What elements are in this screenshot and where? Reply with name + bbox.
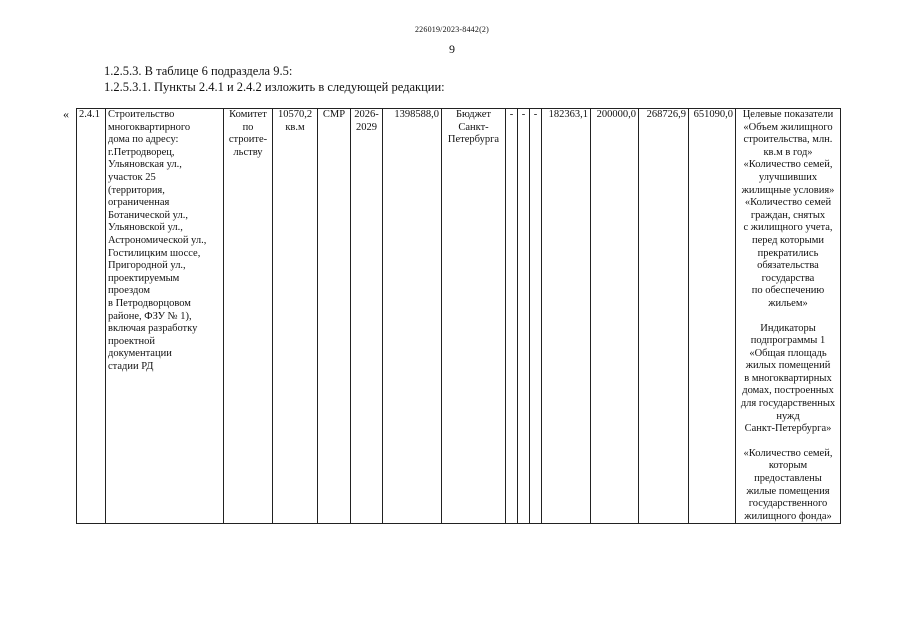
object-line: в Петродворцовом [108, 297, 191, 309]
executor-line: Комитет [229, 109, 267, 120]
indicator-line: «Общая площадь [749, 347, 827, 359]
cell-dash: - [530, 109, 542, 524]
indicator-line: граждан, снятых [750, 209, 826, 221]
indicator-line: для государственных [740, 398, 836, 410]
indicator-line: Целевые показатели [742, 109, 834, 120]
object-line: г.Петродворец, [108, 146, 175, 158]
object-line: Пригородной ул., [108, 260, 186, 272]
source-line: Санкт- [458, 121, 489, 133]
indicator-line: «Количество семей, [743, 447, 833, 459]
cell-dash: - [506, 109, 518, 524]
indicator-spacer [738, 311, 838, 323]
indicator-line: обязательства [757, 260, 819, 272]
cell-year-value: 268726,9 [639, 109, 689, 524]
indicator-line: по обеспечению [751, 285, 825, 297]
indicator-line: жилищного фонда» [744, 510, 832, 522]
object-line: (территория, [108, 184, 165, 196]
object-line: Астрономической ул., [108, 234, 207, 246]
page-number: 9 [449, 42, 455, 56]
indicator-line: строительства, млн. [743, 134, 833, 146]
cell-total-cost: 1398588,0 [383, 109, 442, 524]
indicator-line: жилищные условия» [741, 184, 835, 196]
indicator-line: жилые помещения [746, 485, 830, 497]
cell-executor [224, 109, 273, 524]
indicator-line: «Количество семей [744, 197, 832, 209]
executor-line: строите- [228, 134, 268, 146]
object-line: Гостилицким шоссе, [108, 247, 201, 259]
document-number: 226019/2023-8442(2) [414, 25, 489, 34]
object-line: Ботанической ул., [108, 209, 188, 221]
object-line: ограниченная [108, 197, 170, 209]
indicator-line: улучшивших [758, 171, 818, 183]
object-line: проездом [108, 285, 151, 297]
program-table [76, 108, 841, 524]
cell-work-type: СМР [318, 109, 351, 524]
indicator-line: кв.м в год» [763, 146, 813, 158]
source-line: Бюджет [455, 109, 492, 120]
object-line: проектируемым [108, 272, 180, 284]
source-line: Петербурга [447, 134, 500, 146]
cell-year-value: 182363,1 [542, 109, 591, 524]
opening-quote-mark: « [63, 107, 69, 121]
indicator-line: государственного [748, 498, 828, 510]
object-line: районе, ФЗУ № 1), [108, 310, 192, 322]
cell-year-value: 200000,0 [591, 109, 639, 524]
indicator-line: домах, построенных [742, 385, 834, 397]
period-start: 2026- [354, 109, 379, 120]
cell-year-value: 651090,0 [689, 109, 736, 524]
indicator-line: которым [768, 460, 808, 472]
indicator-line: подпрограммы 1 [750, 335, 826, 347]
cell-period [351, 109, 383, 524]
executor-line: льству [233, 146, 263, 158]
cell-dash: - [518, 109, 530, 524]
indicator-line: жильем» [768, 297, 808, 309]
cell-object-description [106, 109, 224, 524]
executor-line: по [242, 121, 254, 133]
indicator-line: государства [761, 272, 815, 284]
object-line: участок 25 [108, 171, 156, 183]
indicator-line: прекратились [757, 247, 819, 259]
indicator-line: нужд [776, 410, 800, 422]
object-line: многоквартирного [108, 121, 191, 133]
period-end: 2029 [356, 121, 377, 133]
indicator-line: «Объем жилищного [743, 121, 833, 133]
cell-item-number: 2.4.1 [77, 109, 106, 524]
indicator-line: перед которыми [752, 234, 824, 246]
object-line: включая разработку [108, 323, 198, 335]
indicator-line: «Количество семей, [743, 159, 833, 171]
capacity-value: 10570,2 [277, 109, 313, 120]
paragraph-1-2-5-3: 1.2.5.3. В таблице 6 подраздела 9.5: [104, 64, 293, 78]
paragraph-1-2-5-3-1: 1.2.5.3.1. Пункты 2.4.1 и 2.4.2 изложить в следующей редакции: [104, 80, 445, 94]
indicator-line: жилых помещений [745, 360, 831, 372]
object-line: документации [108, 348, 172, 360]
indicator-spacer [738, 436, 838, 448]
object-line: проектной [108, 335, 155, 347]
object-line: стадии РД [108, 360, 154, 372]
indicator-line: Санкт-Петербурга» [744, 423, 832, 435]
cell-funding-source [442, 109, 506, 524]
indicator-line: с жилищного учета, [743, 222, 833, 234]
cell-indicators [736, 109, 841, 524]
object-line: Ульяновской ул., [108, 222, 183, 234]
capacity-unit: кв.м [285, 121, 305, 133]
indicator-line: Индикаторы [760, 322, 816, 334]
cell-capacity [273, 109, 318, 524]
object-line: Строительство [108, 109, 175, 120]
indicator-line: предоставлены [754, 473, 822, 485]
object-line: дома по адресу: [108, 134, 179, 146]
object-line: Ульяновская ул., [108, 159, 182, 171]
indicator-line: в многоквартирных [744, 372, 832, 384]
table-row [77, 109, 841, 524]
